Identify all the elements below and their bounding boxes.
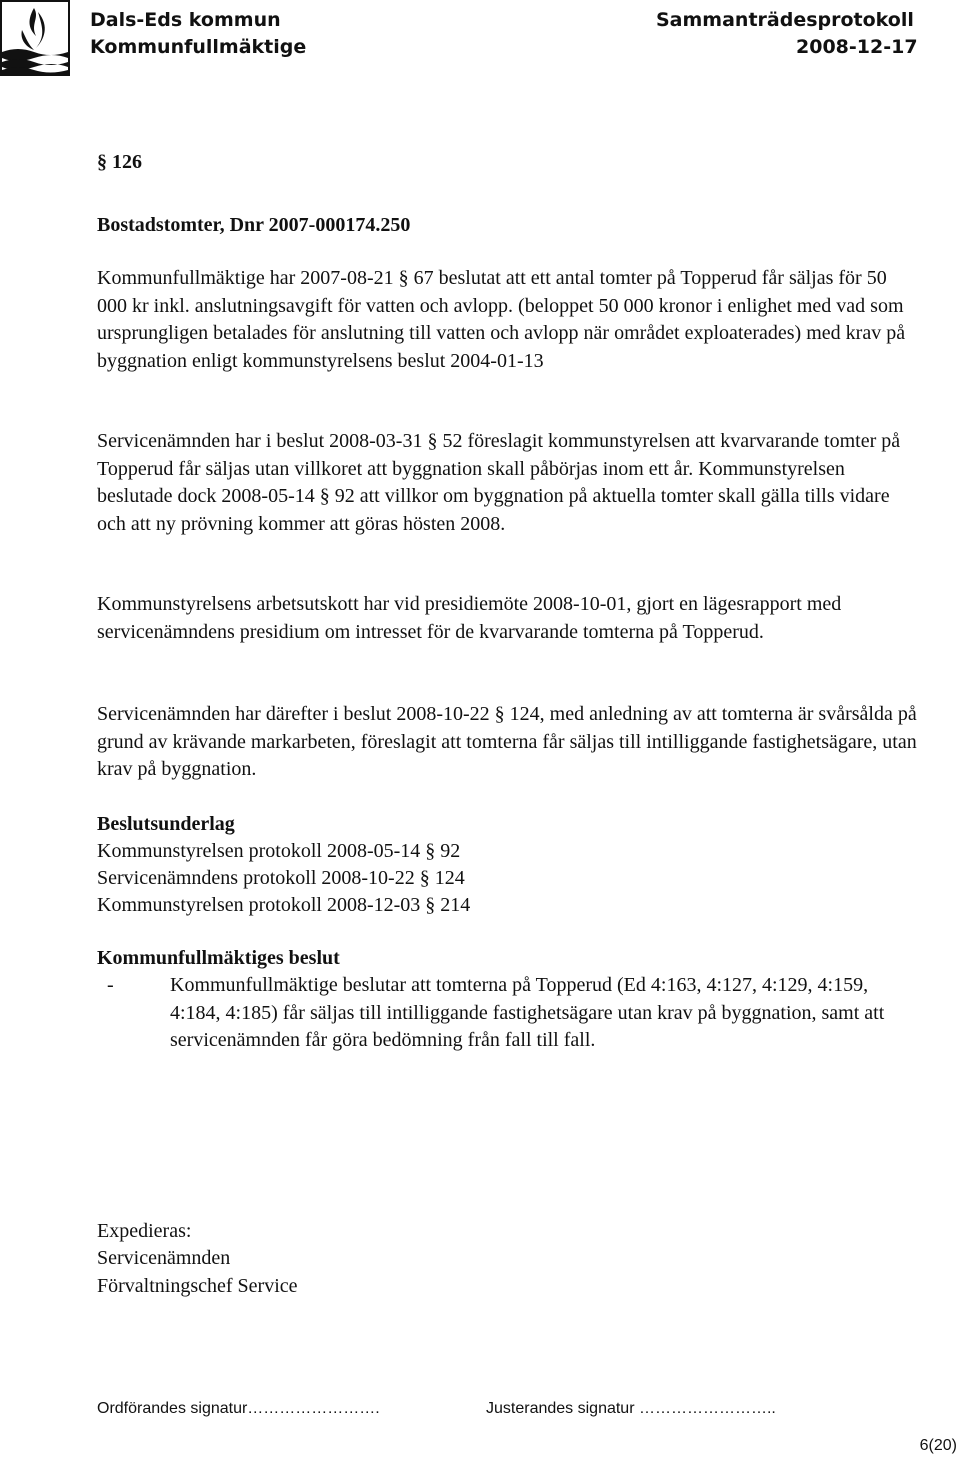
adjuster-signature-line: Justerandes signatur …………………….. [486,1400,776,1417]
beslutsunderlag-item: Servicenämndens protokoll 2008-10-22 § 124 [97,867,465,889]
header-doc-type: Sammanträdesprotokoll [656,9,914,31]
expedieras-item: Förvaltningschef Service [97,1275,298,1297]
beslut-text: Kommunfullmäktige beslutar att tomterna på Topperud (Ed 4:163, 4:127, 4:129, 4:159, 4:184, 4:185) får säljas till intilliggande fastighetsägare utan krav på byggnation, samt att servicenämnden får göra bedömning från fall till fall. [170,974,885,1051]
expedieras-heading: Expedieras: [97,1220,192,1242]
header-date: 2008-12-17 [796,36,918,58]
page-number: 6(20) [919,1437,957,1454]
paragraph-1: Kommunfullmäktige har 2007-08-21 § 67 beslutat att ett antal tomter på Topperud får säljas för 50 000 kr inkl. anslutningsavgift för vatten och avlopp. (beloppet 50 000 kronor i enlighet med vad som ursprungligen betalades för anslutning till vatten och avlopp när området exploaterades) med krav på byggnation enligt kommunstyrelsens beslut 2004-01-13 [97,267,906,372]
beslutsunderlag-heading: Beslutsunderlag [97,813,235,835]
paragraph-2: Servicenämnden har i beslut 2008-03-31 § 52 föreslagit kommunstyrelsen att kvarvarande tomter på Topperud får säljas utan villkoret att byggnation skall påbörjas inom ett år. Kommunstyrelsen beslutade dock 2008-05-14 § 92 att villkor om byggnation på aktuella tomter skall gälla tills vidare och att ny prövning kommer att göras hösten 2008. [97,430,901,535]
paragraph-3: Kommunstyrelsens arbetsutskott har vid presidiemöte 2008-10-01, gjort en lägesrapport med servicenämndens presidium om intresset för de kvarvarande tomterna på Topperud. [97,593,842,643]
beslutsunderlag-item: Kommunstyrelsen protokoll 2008-05-14 § 92 [97,840,461,862]
beslutsunderlag-item: Kommunstyrelsen protokoll 2008-12-03 § 214 [97,894,471,916]
chair-signature-line: Ordförandes signatur……………………. [97,1400,380,1417]
bullet-dash: - [107,974,114,996]
municipality-logo-icon [0,0,80,80]
paragraph-4: Servicenämnden har därefter i beslut 2008-10-22 § 124, med anledning av att tomterna är svårsålda på grund av krävande markarbeten, föreslagit att tomterna får säljas till intilliggande fastighetsägare, utan krav på byggnation. [97,703,917,780]
header-municipality: Dals-Eds kommun [90,9,281,31]
header-body-name: Kommunfullmäktige [90,36,307,58]
section-number: § 126 [97,151,142,173]
beslut-heading: Kommunfullmäktiges beslut [97,947,340,969]
expedieras-item: Servicenämnden [97,1247,231,1269]
section-title: Bostadstomter, Dnr 2007-000174.250 [97,214,411,236]
